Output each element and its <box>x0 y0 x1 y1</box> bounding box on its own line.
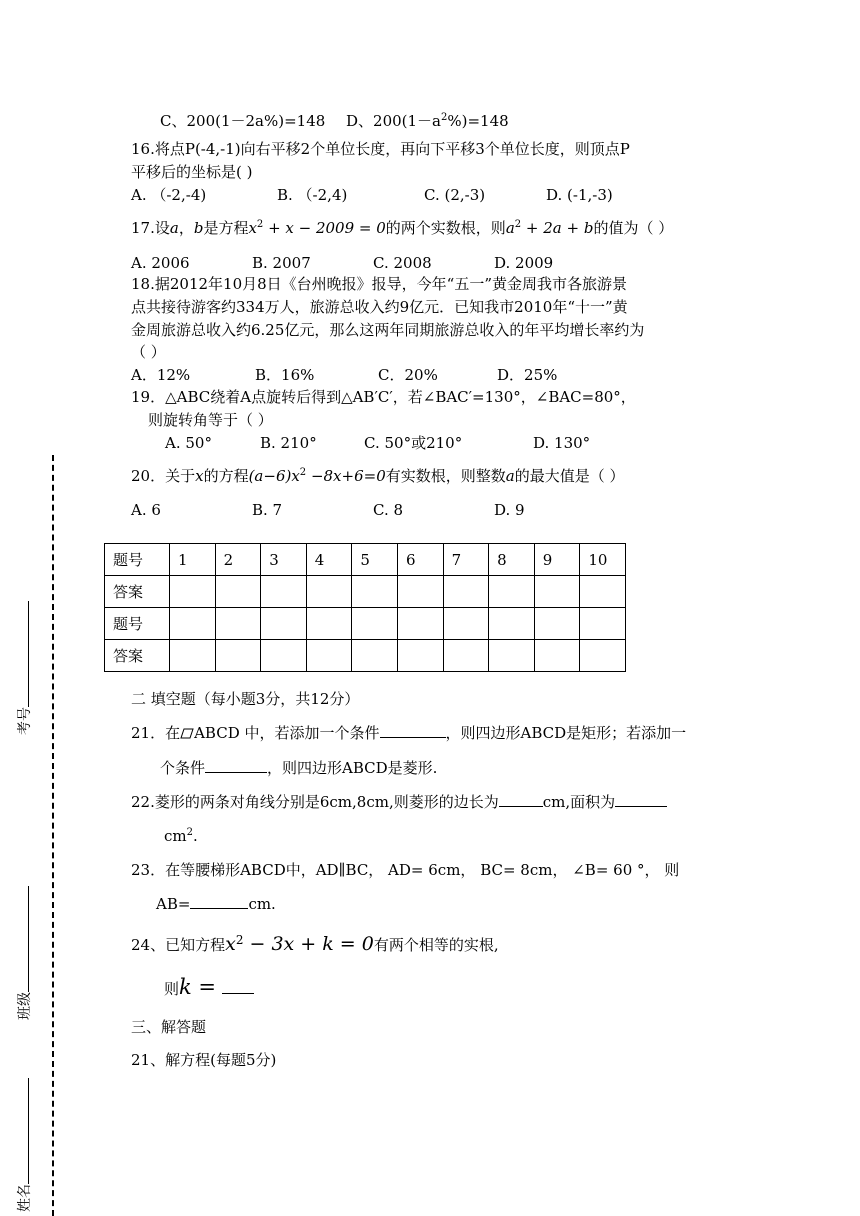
answer-cell[interactable] <box>261 640 307 672</box>
exam-number-field[interactable] <box>16 601 29 707</box>
table-row <box>105 608 626 640</box>
q19-option-d: D. 130° <box>533 434 591 452</box>
answer-cell[interactable] <box>580 640 626 672</box>
q17-option-c: C. 2008 <box>373 254 432 272</box>
q17-option-d: D. 2009 <box>494 254 554 272</box>
answer-cell[interactable] <box>306 576 352 608</box>
table-row <box>105 640 626 672</box>
answer-cell[interactable] <box>215 576 261 608</box>
q15-option-c: C、200(1－2a%)=148 <box>160 112 326 130</box>
question-number: 6 <box>397 544 443 576</box>
class-label: 班级 <box>16 886 33 1020</box>
question-number-cell <box>306 608 352 640</box>
q19-option-a: A. 50° <box>165 434 212 452</box>
q19-line2: 则旋转角等于（ ） <box>148 411 273 429</box>
q17-option-b: B. 2007 <box>252 254 311 272</box>
question-number: 4 <box>306 544 352 576</box>
answer-cell[interactable] <box>534 576 580 608</box>
question-number: 8 <box>489 544 535 576</box>
answer-table <box>104 543 626 672</box>
question-number: 7 <box>443 544 489 576</box>
q21-fill-line1: 21．在 ABCD 中，若添加一个条件 ，则四边形ABCD是矩形；若添加一 <box>131 724 687 742</box>
row-label: 题号 <box>105 544 170 576</box>
q20-stem: 20．关于x的方程$(a-6)x^2 -8x+6=0$有实数根，则整数a的最大值是（ ） <box>131 467 625 485</box>
section3-heading: 三、解答题 <box>131 1018 207 1036</box>
exam-number-label: 考号 <box>16 601 33 735</box>
section2-heading: 二 填空题（每小题3分，共12分） <box>131 690 360 708</box>
answer-cell[interactable] <box>534 640 580 672</box>
answer-cell[interactable] <box>170 576 216 608</box>
q17-stem: 17.设a，b是方程$x^2 + x - 2009 = 0$的两个实数根，则$a^2 + 2a + b$的值为（ ） <box>131 219 674 237</box>
name-label: 姓名 <box>16 1078 33 1212</box>
question-number: 3 <box>261 544 307 576</box>
q23-line1: 23．在等腰梯形ABCD中，AD∥BC， AD= 6cm， BC= 8cm， ∠B= 60 °， 则 <box>131 861 680 879</box>
q18-line2: 点共接待游客约334万人，旅游总收入约9亿元．已知我市2010年“十一”黄 <box>131 298 628 316</box>
q21-blank-2[interactable] <box>205 758 267 773</box>
q18-option-c: C．20% <box>378 366 438 384</box>
q21-fill-line2: 个条件 ，则四边形ABCD是菱形. <box>160 759 438 777</box>
q16-option-a: A. （-2,-4) <box>131 186 207 204</box>
q18-line3: 金周旅游总收入约6.25亿元，那么这两年同期旅游总收入的年平均增长率约为 <box>131 321 645 339</box>
section3-q21: 21、解方程(每题5分) <box>131 1051 277 1069</box>
answer-cell[interactable] <box>443 576 489 608</box>
q18-line1: 18.据2012年10月8日《台州晚报》报导，今年“五一”黄金周我市各旅游景 <box>131 275 627 293</box>
q19-option-b: B. 210° <box>260 434 317 452</box>
question-number-cell <box>352 608 398 640</box>
q22-line2: $cm^2$. <box>164 827 198 845</box>
question-number-cell <box>580 608 626 640</box>
question-number-cell <box>489 608 535 640</box>
answer-cell[interactable] <box>443 640 489 672</box>
question-number: 10 <box>580 544 626 576</box>
q22-blank-1[interactable] <box>499 792 543 807</box>
question-number-cell <box>170 608 216 640</box>
q20-option-a: A. 6 <box>131 501 161 519</box>
q21-blank-1[interactable] <box>380 723 446 738</box>
question-number: 9 <box>534 544 580 576</box>
q16-line1: 16.将点P(-4,-1)向右平移2个单位长度，再向下平移3个单位长度，则顶点P <box>131 140 630 158</box>
answer-cell[interactable] <box>215 640 261 672</box>
question-number-cell <box>215 608 261 640</box>
q19-option-c: C. 50°或210° <box>364 434 463 452</box>
q19-line1: 19．△ABC绕着A点旋转后得到△AB′C′，若∠BAC′=130°，∠BAC=80°， <box>131 388 636 406</box>
answer-cell[interactable] <box>306 640 352 672</box>
table-row <box>105 544 626 576</box>
question-number-cell <box>443 608 489 640</box>
row-label: 答案 <box>105 576 170 608</box>
q16-option-b: B. （-2,4) <box>277 186 348 204</box>
question-number: 2 <box>215 544 261 576</box>
binding-dashed-line <box>52 455 54 1216</box>
q18-line4: （ ） <box>131 343 166 361</box>
q20-option-c: C. 8 <box>373 501 404 519</box>
row-label: 题号 <box>105 608 170 640</box>
answer-cell[interactable] <box>352 576 398 608</box>
q18-option-d: D．25% <box>497 366 558 384</box>
q16-option-d: D. (-1,-3) <box>546 186 613 204</box>
question-number: 5 <box>352 544 398 576</box>
q16-option-c: C. (2,-3) <box>424 186 486 204</box>
q23-line2: AB= cm. <box>156 895 276 913</box>
q20-option-b: B. 7 <box>252 501 283 519</box>
answer-cell[interactable] <box>261 576 307 608</box>
q18-option-a: A．12% <box>131 366 191 384</box>
answer-cell[interactable] <box>397 576 443 608</box>
parallelogram-icon <box>180 728 194 739</box>
row-label: 答案 <box>105 640 170 672</box>
answer-cell[interactable] <box>352 640 398 672</box>
q18-option-b: B．16% <box>255 366 315 384</box>
answer-cell[interactable] <box>397 640 443 672</box>
q23-blank[interactable] <box>190 894 248 909</box>
q24-line2: 则k = <box>164 977 254 999</box>
q24-line1: 24、已知方程$x^2 - 3x + k = 0$有两个相等的实根, <box>131 933 499 955</box>
question-number: 1 <box>170 544 216 576</box>
q17-option-a: A. 2006 <box>131 254 190 272</box>
q22-blank-2[interactable] <box>615 792 667 807</box>
question-number-cell <box>261 608 307 640</box>
q15-option-d: D、$200(1-a^2\%)=148$ <box>346 112 509 130</box>
question-number-cell <box>397 608 443 640</box>
class-field[interactable] <box>16 886 29 992</box>
name-field[interactable] <box>16 1078 29 1184</box>
q24-blank[interactable] <box>222 979 254 994</box>
q20-option-d: D. 9 <box>494 501 525 519</box>
q22-line1: 22.菱形的两条对角线分别是6cm,8cm,则菱形的边长为 cm,面积为 <box>131 792 667 812</box>
q16-line2: 平移后的坐标是( ) <box>131 163 253 181</box>
question-number-cell <box>534 608 580 640</box>
table-row <box>105 576 626 608</box>
answer-cell[interactable] <box>580 576 626 608</box>
answer-cell[interactable] <box>489 640 535 672</box>
answer-cell[interactable] <box>489 576 535 608</box>
answer-cell[interactable] <box>170 640 216 672</box>
